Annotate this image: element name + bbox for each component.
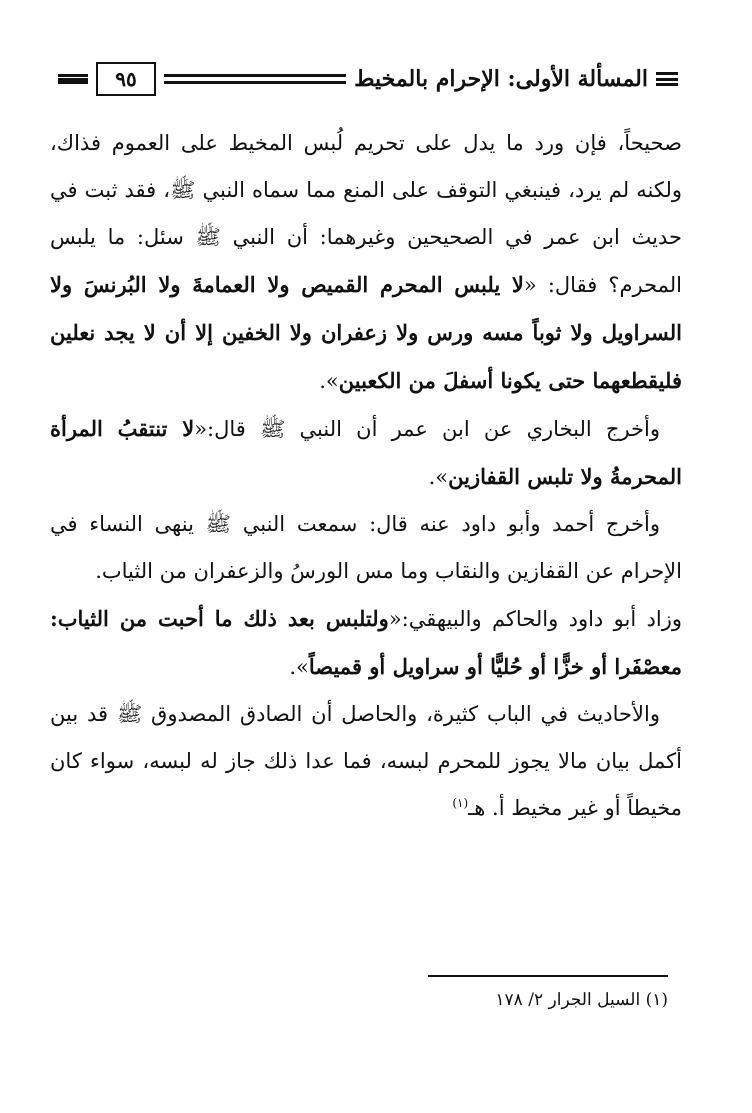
paragraph-2: وأخرج البخاري عن ابن عمر أن النبي ﷺ قال:«لا تنتقبُ المرأة المحرمةُ ولا تلبس القفازين». bbox=[50, 416, 682, 489]
hadith-quote: لا يلبس المحرم القميص ولا العمامةَ ولا البُرنسَ ولا السراويل ولا ثوباً مسه ورس ولا زعفران ولا الخفين إلا أن لا يجد نعلين فليقطعهما حتى يكونا أسفلَ من الكعبين bbox=[50, 272, 682, 393]
paragraph-1: صحيحاً، فإن ورد ما يدل على تحريم لُبس المخيط على العموم فذاك، ولكنه لم يرد، فينبغي التوقف على المنع مما سماه النبي ﷺ، فقد ثبت في حديث ابن عمر في الصحيحين وغيرهما: أن النبي ﷺ سئل: ما يلبس المحرم؟ فقال: «لا يلبس المحرم القميص ولا العمامةَ ولا البُرنسَ ولا السراويل ولا ثوباً مسه ورس ولا زعفران ولا الخفين إلا أن لا يجد نعلين فليقطعهما حتى يكونا أسفلَ من الكعبين». bbox=[50, 131, 682, 393]
paragraph-4: وزاد أبو داود والحاكم والبيهقي:«ولتلبس بعد ذلك ما أحبت من الثياب: معصْفَرا أو خزًّا أو حُليًّا أو سراويل أو قميصاً». bbox=[50, 606, 682, 679]
chapter-title: المسألة الأولى: الإحرام بالمخيط bbox=[354, 66, 648, 92]
hadith-quote: لا تنتقبُ المرأة المحرمةُ ولا تلبس القفازين bbox=[50, 416, 682, 489]
main-text bbox=[50, 120, 682, 832]
page-number: ٩٥ bbox=[96, 62, 156, 96]
footnote: (١) السيل الجرار ٢/ ١٧٨ bbox=[495, 990, 668, 1010]
footnote-divider bbox=[428, 975, 668, 977]
header-ornament-left bbox=[58, 74, 88, 84]
hadith-quote: ولتلبس بعد ذلك ما أحبت من الثياب: معصْفَرا أو خزًّا أو حُليًّا أو سراويل أو قميصاً bbox=[50, 606, 682, 679]
header-rule bbox=[164, 74, 346, 84]
paragraph-5: والأحاديث في الباب كثيرة، والحاصل أن الصادق المصدوق ﷺ قد بين أكمل بيان مالا يجوز للمحرم لبسه، فما عدا ذلك جاز له لبسه، سواء كان مخيطاً أو غير مخيط أ. هـ$^{(١)}$ bbox=[50, 702, 682, 820]
footnote-reference: (١) bbox=[452, 796, 469, 810]
header-ornament-right bbox=[656, 72, 678, 86]
page-header bbox=[58, 58, 678, 100]
paragraph-3: وأخرج أحمد وأبو داود عنه قال: سمعت النبي ﷺ ينهى النساء في الإحرام عن القفازين والنقاب وما مس الورسُ والزعفران من الثياب. bbox=[50, 512, 682, 583]
